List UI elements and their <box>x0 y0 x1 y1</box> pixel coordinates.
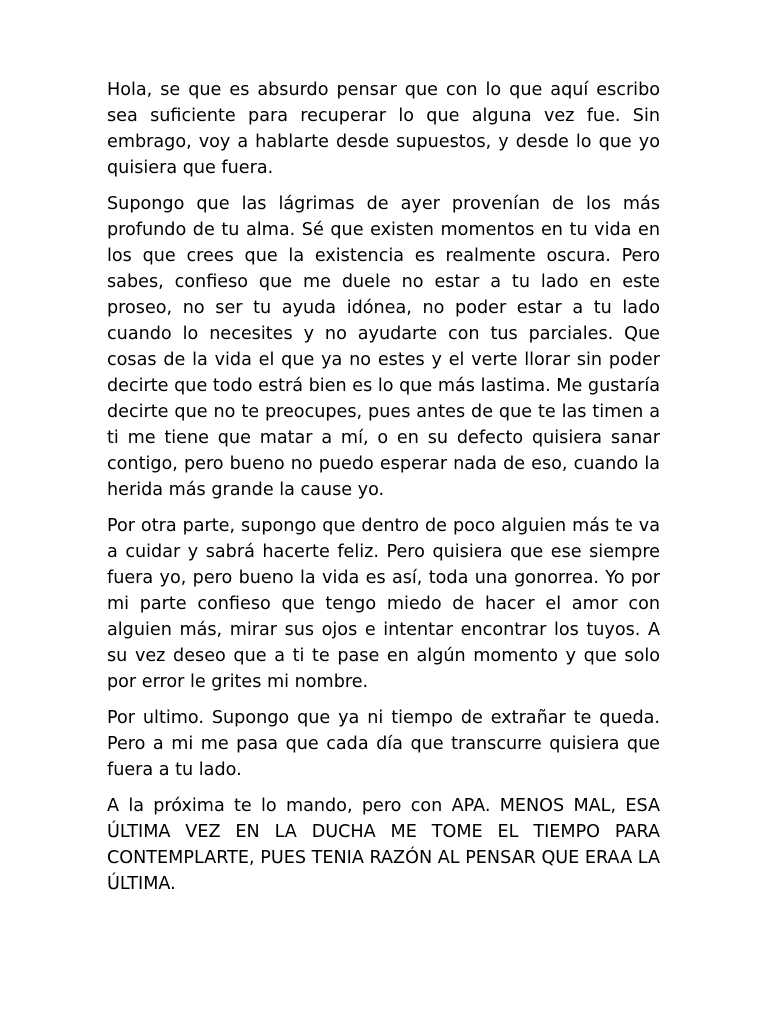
paragraph-greeting: Hola, se que es absurdo pensar que con lo que aquí escribo sea suficiente para recuperar lo que alguna vez fue. Sin embrago, voy a hablarte desde supuestos, y desde lo que yo quisiera que fuera. <box>107 80 660 178</box>
paragraph-closing: A la próxima te lo mando, pero con APA. MENOS MAL, ESA ÚLTIMA VEZ EN LA DUCHA ME TOME EL TIEMPO PARA CONTEMPLARTE, PUES TENIA RAZÓN AL PENSAR QUE ERAA LA ÚLTIMA. <box>107 796 660 894</box>
paragraph-lastly: Por ultimo. Supongo que ya ni tiempo de extrañar te queda. Pero a mi me pasa que cada día que transcurre quisiera que fuera a tu lado. <box>107 708 660 780</box>
document-body <box>107 77 660 907</box>
paragraph-other-side: Por otra parte, supongo que dentro de poco alguien más te va a cuidar y sabrá hacerte feliz. Pero quisiera que ese siempre fuera yo, pero bueno la vida es así, toda una gonorrea. Yo por mi parte confieso que tengo miedo de hacer el amor con alguien más, mirar sus ojos e intentar encontrar los tuyos. A su vez deseo que a ti te pase en algún momento y que solo por error le grites mi nombre. <box>107 516 660 692</box>
paragraph-tears: Supongo que las lágrimas de ayer provenían de los más profundo de tu alma. Sé que existen momentos en tu vida en los que crees que la existencia es realmente oscura. Pero sabes, confieso que me duele no estar a tu lado en este proseo, no ser tu ayuda idónea, no poder estar a tu lado cuando lo necesites y no ayudarte con tus parciales. Que cosas de la vida el que ya no estes y el verte llorar sin poder decirte que todo estrá bien es lo que más lastima. Me gustaría decirte que no te preocupes, pues antes de que te las timen a ti me tiene que matar a mí, o en su defecto quisiera sanar contigo, pero bueno no puedo esperar nada de eso, cuando la herida más grande la cause yo. <box>107 194 660 500</box>
